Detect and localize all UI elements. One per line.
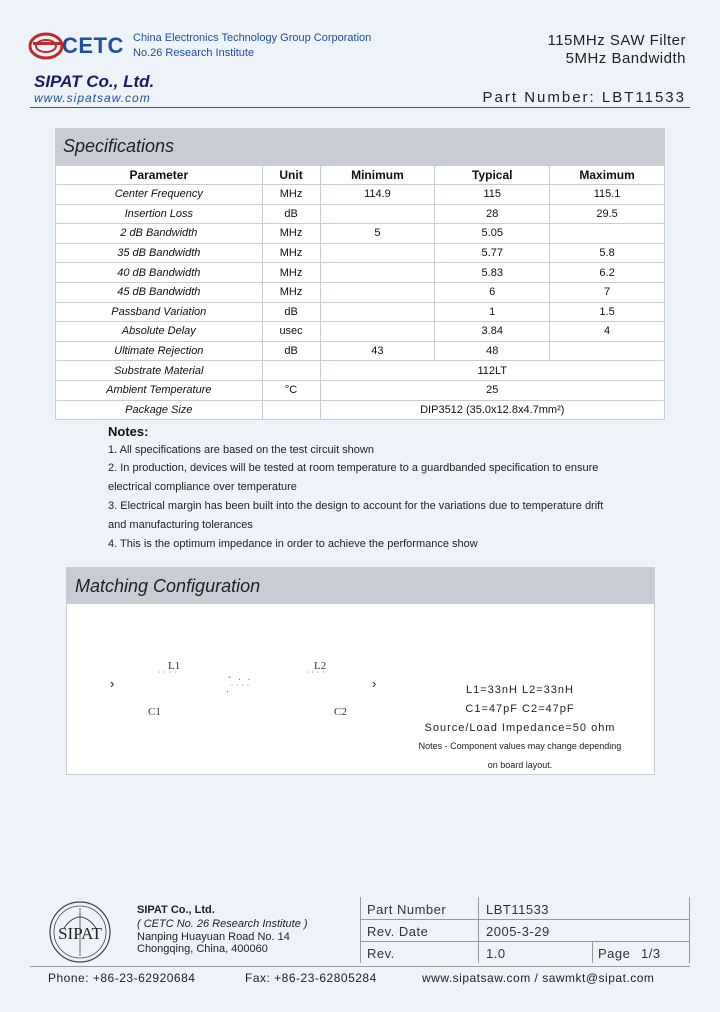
unit-cell: MHz bbox=[262, 263, 320, 283]
unit-cell: MHz bbox=[262, 185, 320, 205]
col-header-minimum: Minimum bbox=[320, 166, 435, 185]
company-name: SIPAT Co., Ltd. bbox=[34, 72, 155, 91]
product-title: 115MHz SAW Filter bbox=[547, 32, 686, 49]
typ-cell: 6 bbox=[435, 282, 550, 302]
max-cell bbox=[550, 341, 665, 361]
footer-table-divider bbox=[478, 897, 479, 963]
table-row bbox=[56, 361, 665, 381]
max-cell bbox=[550, 224, 665, 244]
table-row bbox=[56, 185, 665, 205]
max-cell: 6.2 bbox=[550, 263, 665, 283]
inductor-l2-label: L2 bbox=[314, 660, 327, 672]
max-cell: 4 bbox=[550, 322, 665, 342]
typ-cell: 1 bbox=[435, 302, 550, 322]
footer-part-number-label: Part Number bbox=[367, 902, 447, 917]
merged-value-cell: 25 bbox=[320, 380, 664, 400]
output-arrow-icon: › bbox=[372, 676, 377, 691]
notes-heading: Notes: bbox=[108, 424, 149, 439]
min-cell bbox=[320, 322, 435, 342]
unit-cell: MHz bbox=[262, 224, 320, 244]
param-cell: 45 dB Bandwidth bbox=[56, 282, 263, 302]
footer-table-divider bbox=[689, 897, 690, 963]
matching-heading: Matching Configuration bbox=[67, 568, 654, 604]
table-row bbox=[56, 400, 665, 420]
footer-page-label: Page bbox=[598, 946, 631, 961]
footer-rev-date-label: Rev. Date bbox=[367, 924, 429, 939]
table-row bbox=[56, 341, 665, 361]
min-cell bbox=[320, 243, 435, 263]
impedance-values: Source/Load Impedance=50 ohm bbox=[424, 722, 616, 734]
footer-table-divider bbox=[360, 941, 690, 942]
footer-rev-label: Rev. bbox=[367, 946, 395, 961]
unit-cell: dB bbox=[262, 302, 320, 322]
note-line: and manufacturing tolerances bbox=[108, 519, 253, 531]
param-cell: 2 dB Bandwidth bbox=[56, 224, 263, 244]
min-cell: 43 bbox=[320, 341, 435, 361]
input-arrow-icon: › bbox=[110, 676, 115, 691]
table-row bbox=[56, 322, 665, 342]
footer-table-divider bbox=[592, 941, 593, 963]
matching-note: Notes - Component values may change depending bbox=[418, 741, 622, 751]
typ-cell: 3.84 bbox=[435, 322, 550, 342]
table-row bbox=[56, 263, 665, 283]
specifications-table bbox=[55, 165, 665, 420]
param-cell: Center Frequency bbox=[56, 185, 263, 205]
min-cell bbox=[320, 282, 435, 302]
footer-rule bbox=[30, 966, 690, 967]
col-header-maximum: Maximum bbox=[550, 166, 665, 185]
merged-value-cell: 112LT bbox=[320, 361, 664, 381]
merged-value-cell: DIP3512 (35.0x12.8x4.7mm²) bbox=[320, 400, 664, 420]
min-cell: 114.9 bbox=[320, 185, 435, 205]
footer-phone: Phone: +86-23-62920684 bbox=[48, 971, 196, 985]
unit-cell: MHz bbox=[262, 282, 320, 302]
col-header-typical: Typical bbox=[435, 166, 550, 185]
typ-cell: 5.83 bbox=[435, 263, 550, 283]
specifications-heading: Specifications bbox=[55, 128, 665, 165]
capacitor-c2-label: C2 bbox=[334, 706, 347, 718]
param-cell: Ultimate Rejection bbox=[56, 341, 263, 361]
footer-page-value: 1/3 bbox=[641, 946, 661, 961]
header-part-number: Part Number: LBT11533 bbox=[482, 89, 686, 106]
saw-filter-icon: - . . bbox=[228, 672, 253, 683]
footer-address1: Nanping Huayuan Road No. 14 bbox=[137, 931, 290, 943]
unit-cell bbox=[262, 400, 320, 420]
table-row bbox=[56, 243, 665, 263]
param-cell: Absolute Delay bbox=[56, 322, 263, 342]
unit-cell: MHz bbox=[262, 243, 320, 263]
note-line: electrical compliance over temperature bbox=[108, 481, 297, 493]
col-header-parameter: Parameter bbox=[56, 166, 263, 185]
footer-table-divider bbox=[360, 897, 361, 963]
table-row bbox=[56, 302, 665, 322]
unit-cell: °C bbox=[262, 380, 320, 400]
typ-cell: 48 bbox=[435, 341, 550, 361]
min-cell: 5 bbox=[320, 224, 435, 244]
sipat-seal-logo bbox=[30, 898, 130, 966]
footer-company: SIPAT Co., Ltd. bbox=[137, 904, 215, 916]
header-divider bbox=[30, 107, 690, 108]
institute-name: No.26 Research Institute bbox=[133, 47, 255, 59]
table-row bbox=[56, 224, 665, 244]
max-cell: 29.5 bbox=[550, 204, 665, 224]
footer-fax: Fax: +86-23-62805284 bbox=[245, 971, 377, 985]
unit-cell: dB bbox=[262, 204, 320, 224]
typ-cell: 115 bbox=[435, 185, 550, 205]
table-header-row bbox=[56, 166, 665, 185]
inductor-l2-icon: ˙˙˙˙ bbox=[306, 671, 328, 682]
table-row bbox=[56, 380, 665, 400]
table-row bbox=[56, 282, 665, 302]
capacitor-c1-label: C1 bbox=[148, 706, 161, 718]
note-line: 1. All specifications are based on the test circuit shown bbox=[108, 444, 374, 456]
inductor-values: L1=33nH L2=33nH bbox=[466, 684, 574, 696]
param-cell: Insertion Loss bbox=[56, 204, 263, 224]
unit-cell: dB bbox=[262, 341, 320, 361]
typ-cell: 5.77 bbox=[435, 243, 550, 263]
matching-note-cont: on board layout. bbox=[487, 760, 553, 770]
footer-table-divider bbox=[360, 919, 690, 920]
col-header-unit: Unit bbox=[262, 166, 320, 185]
param-cell: Passband Variation bbox=[56, 302, 263, 322]
company-website[interactable]: www.sipatsaw.com bbox=[34, 91, 151, 105]
max-cell: 5.8 bbox=[550, 243, 665, 263]
param-cell: 35 dB Bandwidth bbox=[56, 243, 263, 263]
seal-text: SIPAT bbox=[58, 924, 102, 943]
param-cell: 40 dB Bandwidth bbox=[56, 263, 263, 283]
note-line: 3. Electrical margin has been built into the design to account for the variations due to temperature drift bbox=[108, 500, 604, 512]
saw-filter-pins-icon: .˙˙˙˙ bbox=[226, 684, 253, 695]
min-cell bbox=[320, 263, 435, 283]
footer-rev-date-value: 2005-3-29 bbox=[486, 924, 550, 939]
footer-institute: ( CETC No. 26 Research Institute ) bbox=[137, 918, 308, 930]
note-line: 2. In production, devices will be tested at room temperature to a guardbanded specification to ensure bbox=[108, 462, 599, 474]
unit-cell bbox=[262, 361, 320, 381]
inductor-l1-label: L1 bbox=[168, 660, 181, 672]
max-cell: 7 bbox=[550, 282, 665, 302]
param-cell: Substrate Material bbox=[56, 361, 263, 381]
typ-cell: 5.05 bbox=[435, 224, 550, 244]
footer-web-email[interactable]: www.sipatsaw.com / sawmkt@sipat.com bbox=[422, 971, 655, 985]
footer-part-number-value: LBT11533 bbox=[486, 902, 550, 917]
capacitor-values: C1=47pF C2=47pF bbox=[465, 703, 575, 715]
unit-cell: usec bbox=[262, 322, 320, 342]
param-cell: Package Size bbox=[56, 400, 263, 420]
min-cell bbox=[320, 204, 435, 224]
cetc-logo-text: CETC bbox=[62, 33, 124, 58]
org-name: China Electronics Technology Group Corporation bbox=[133, 32, 372, 44]
min-cell bbox=[320, 302, 435, 322]
table-row bbox=[56, 204, 665, 224]
product-subtitle: 5MHz Bandwidth bbox=[565, 50, 686, 67]
typ-cell: 28 bbox=[435, 204, 550, 224]
footer-rev-value: 1.0 bbox=[486, 946, 506, 961]
note-line: 4. This is the optimum impedance in order to achieve the performance show bbox=[108, 538, 478, 550]
max-cell: 1.5 bbox=[550, 302, 665, 322]
footer-address2: Chongqing, China, 400060 bbox=[137, 943, 268, 955]
max-cell: 115.1 bbox=[550, 185, 665, 205]
inductor-l1-icon: ˙˙˙˙ bbox=[158, 671, 180, 682]
param-cell: Ambient Temperature bbox=[56, 380, 263, 400]
